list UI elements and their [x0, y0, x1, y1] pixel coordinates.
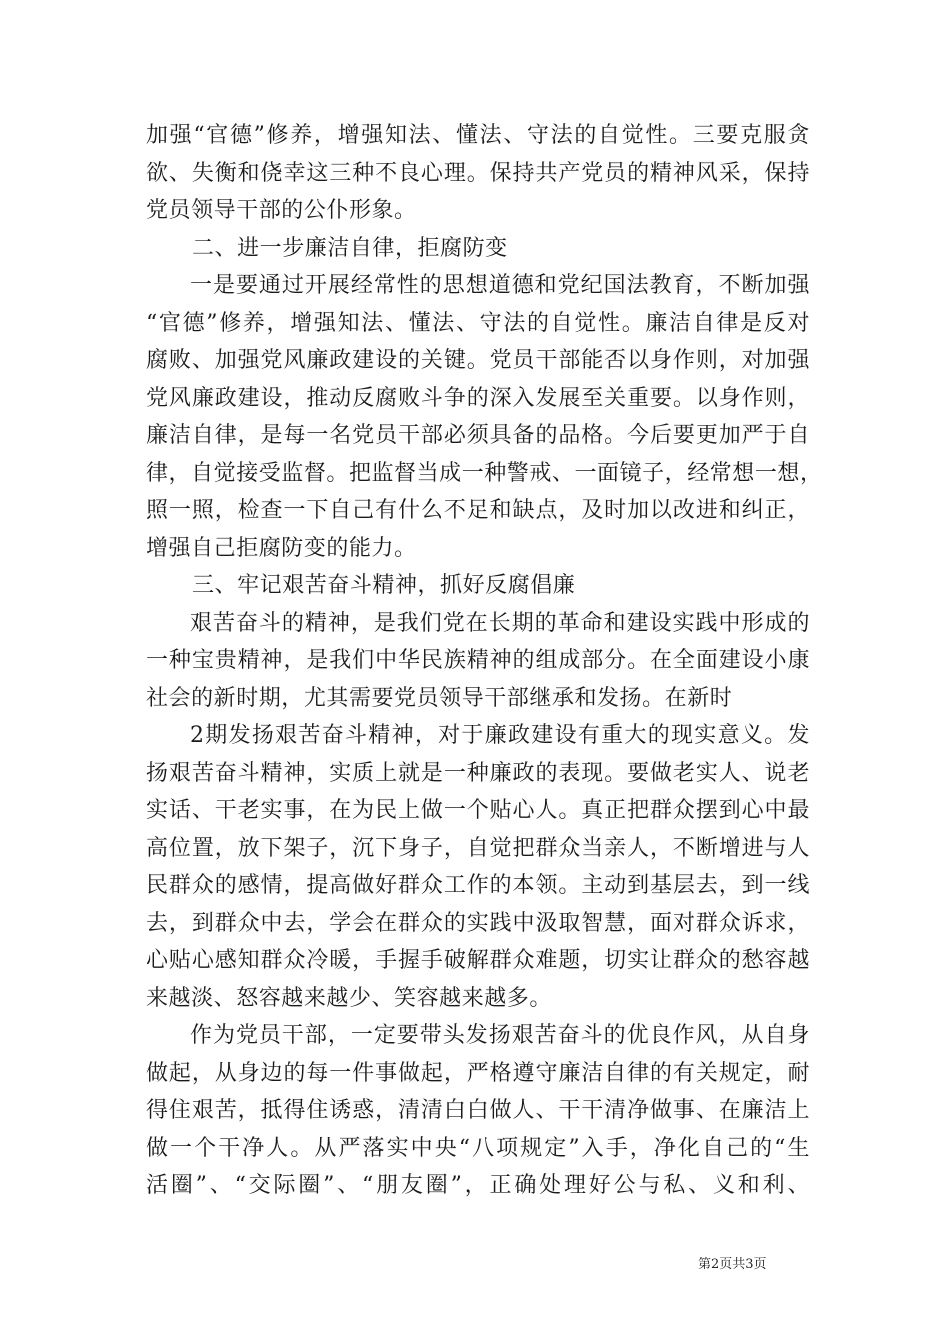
- text-line: 一是要通过开展经常性的思想道德和党纪国法教育，不断加强: [190, 273, 810, 298]
- text-line: 扬艰苦奋斗精神，实质上就是一种廉政的表现。要做老实人、说老: [146, 760, 810, 786]
- text-line: 艰苦奋斗的精神，是我们党在长期的革命和建设实践中形成的: [190, 610, 810, 636]
- text-line: 做起，从身边的每一件事做起，严格遵守廉洁自律的有关规定，耐: [146, 1060, 810, 1086]
- document-body: [146, 117, 823, 1205]
- section-heading: 三、牢记艰苦奋斗精神，抓好反腐倡廉: [192, 573, 576, 598]
- text-line: 廉洁自律，是每一名党员干部必须具备的品格。今后要更加严于自: [146, 423, 810, 448]
- text-line: 做一个干净人。从严落实中央“八项规定”入手，净化自己的“生: [146, 1135, 810, 1161]
- text-line: 照一照，检查一下自己有什么不足和缺点，及时加以改进和纠正，: [146, 498, 810, 523]
- text-line: 腐败、加强党风廉政建设的关键。党员干部能否以身作则，对加强: [146, 348, 810, 373]
- text-line: 来越淡、怒容越来越少、笑容越来越多。: [146, 985, 552, 1011]
- text-line: 民群众的感情，提高做好群众工作的本领。主动到基层去，到一线: [146, 873, 810, 898]
- text-line: 一种宝贵精神，是我们中华民族精神的组成部分。在全面建设小康: [146, 648, 810, 673]
- text-line: 律，自觉接受监督。把监督当成一种警戒、一面镜子，经常想一想，: [146, 460, 823, 486]
- text-line: 活圈”、“交际圈”、“朋友圈”，正确处理好公与私、义和利、: [146, 1173, 810, 1198]
- text-line: 得住艰苦，抵得住诱惑，清清白白做人、干干清净做事、在廉洁上: [146, 1098, 810, 1123]
- text-line: 实话、干老实事，在为民上做一个贴心人。真正把群众摆到心中最: [146, 798, 810, 823]
- page-number: 第2页共3页: [698, 1257, 767, 1272]
- text-line: 社会的新时期，尤其需要党员领导干部继承和发扬。在新时: [146, 685, 733, 711]
- text-line: “官德”修养，增强知法、懂法、守法的自觉性。廉洁自律是反对: [146, 310, 810, 336]
- text-line: 党风廉政建设，推动反腐败斗争的深入发展至关重要。以身作则，: [146, 385, 810, 411]
- text-line: 去，到群众中去，学会在群众的实践中汲取智慧，面对群众诉求，: [146, 910, 810, 936]
- text-line: 欲、失衡和侥幸这三种不良心理。保持共产党员的精神风采，保持: [146, 160, 810, 186]
- text-line: 加强“官德”修养，增强知法、懂法、守法的自觉性。三要克服贪: [146, 123, 810, 148]
- text-line: 2期发扬艰苦奋斗精神，对于廉政建设有重大的现实意义。发: [190, 723, 810, 748]
- section-heading: 二、进一步廉洁自律，拒腐防变: [192, 235, 508, 261]
- text-line: 心贴心感知群众冷暖，手握手破解群众难题，切实让群众的愁容越: [146, 948, 810, 973]
- text-line: 高位置，放下架子，沉下身子，自觉把群众当亲人，不断增进与人: [146, 835, 810, 861]
- text-line: 党员领导干部的公仆形象。: [146, 198, 417, 223]
- text-line: 增强自己拒腐防变的能力。: [146, 535, 417, 561]
- text-line: 作为党员干部，一定要带头发扬艰苦奋斗的优良作风，从自身: [190, 1023, 810, 1048]
